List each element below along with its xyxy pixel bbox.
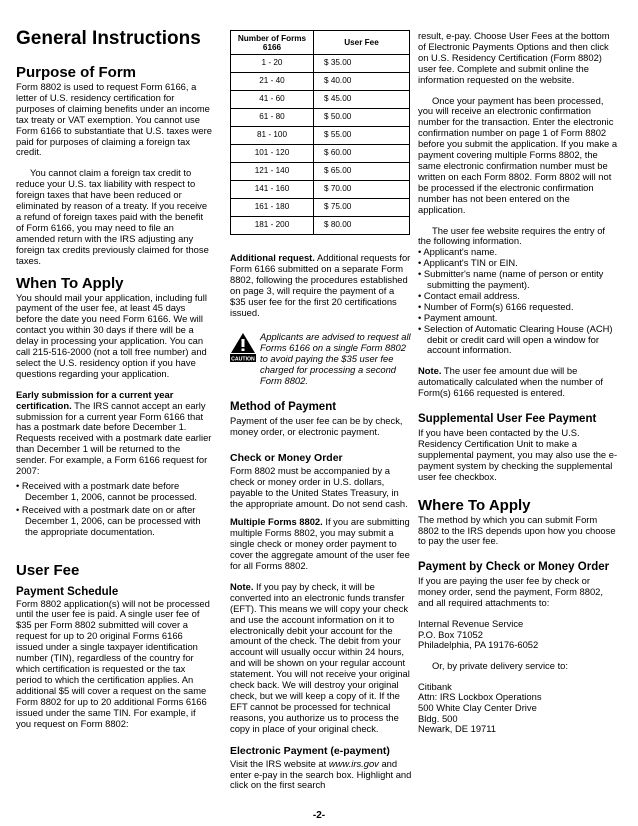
cell-range: 61 - 80 [231, 109, 314, 127]
cell-fee: $ 70.00 [314, 181, 410, 199]
cell-range: 81 - 100 [231, 127, 314, 145]
table-header-forms: Number of Forms 6166 [231, 31, 314, 55]
bullet-before-dec1: • Received with a postmark date before December 1, 2006, cannot be processed. [16, 480, 197, 502]
column-right [418, 31, 618, 735]
additional-request-paragraph [230, 253, 412, 318]
additional-request-text: Additional requests for Form 6166 submitted on a separate Form 8802, following the procedures established on page 3, will require the payment of a $35 user fee for the first 20 certifications issued. [230, 252, 411, 318]
confirmation-number-paragraph: Once your payment has been processed, you will receive an electronic confirmation number for the transaction. Enter the electronic confirmation number on page 1 of Form 8802 before you submit the application. If you make a payment covering multiple Forms 8802, the same electronic confirmation number must be written on each Form 8802. Form 8802 will not be processed if the electronic confirmation number has not been entered on the application. [418, 94, 618, 215]
citibank-address [418, 682, 618, 735]
bullet-after-dec1: • Received with a postmark date on or after December 1, 2006, can be processed with the appropriate documentation. [16, 503, 201, 537]
user-fee-heading: User Fee [16, 561, 80, 579]
method-of-payment-heading: Method of Payment [230, 400, 337, 413]
caution-block [230, 332, 412, 387]
user-fee-table [230, 30, 410, 235]
column-left [16, 28, 212, 729]
multiple-forms-paragraph [230, 517, 412, 572]
private-delivery-paragraph: Or, by private delivery service to: [432, 659, 568, 671]
electronic-payment-paragraph [230, 759, 412, 792]
table-header-fee: User Fee [314, 31, 410, 55]
address-line: Internal Revenue Service [418, 618, 524, 630]
cell-range: 101 - 120 [231, 145, 314, 163]
column-middle [230, 30, 412, 791]
cell-range: 21 - 40 [231, 73, 314, 91]
table-row [231, 91, 410, 109]
list-item: • Payment amount. [418, 311, 498, 323]
multiple-forms-label: Multiple Forms 8802. [230, 516, 323, 528]
table-row [231, 127, 410, 145]
note-eft-text: If you pay by check, it will be converted into an electronic funds transfer (EFT). This means we will copy your check and use the account information on it to electronically debit your account for the amount of the check. The debit from your account will usually occur within 24 hours, and will be shown on your regular account statement. You will not receive your original check back. We will destroy your original check, but we will keep a copy of it. If the EFT cannot be processed for technical reasons, you authorize us to process the copy in place of your original check. [230, 580, 410, 734]
when-to-apply-paragraph: You should mail your application, including full payment of the user fee, at least 45 days before the date you need Form 6166. We will contact you within 30 days if there will be a delay in processing your application. You can call 215-516-2000 (not a toll free number) and select the U.S. residency option if you have questions regarding your application. [16, 291, 207, 379]
cell-fee: $ 75.00 [314, 199, 410, 217]
cell-range: 161 - 180 [231, 199, 314, 217]
cell-fee: $ 40.00 [314, 73, 410, 91]
page-title: General Instructions [16, 28, 201, 49]
cell-fee: $ 35.00 [314, 55, 410, 73]
cell-range: 121 - 140 [231, 163, 314, 181]
list-item: • Selection of Automatic Clearing House (ACH) debit or credit card will open a window for account information. [418, 322, 613, 356]
cell-range: 41 - 60 [231, 91, 314, 109]
required-info-list [418, 247, 618, 356]
payment-by-check-heading: Payment by Check or Money Order [418, 561, 610, 574]
check-money-order-heading: Check or Money Order [230, 451, 343, 464]
table-row [231, 199, 410, 217]
list-item: • Number of Form(s) 6166 requested. [418, 300, 574, 312]
list-item: • Contact email address. [418, 289, 520, 301]
note-autocalc-text: The user fee amount due will be automatically calculated when the number of Form(s) 6166 requested is entered. [418, 365, 604, 399]
address-line: P.O. Box 71052 [418, 628, 483, 640]
note-label: Note. [230, 580, 254, 592]
cell-range: 141 - 160 [231, 181, 314, 199]
cell-fee: $ 45.00 [314, 91, 410, 109]
address-line: 500 White Clay Center Drive [418, 701, 537, 713]
website-requirements-paragraph: The user fee website requires the entry of the following information. [418, 224, 606, 247]
electronic-payment-heading: Electronic Payment (e-payment) [230, 744, 390, 757]
epay-continuation-paragraph: result, e-pay. Choose User Fees at the bottom of Electronic Payments Options and then click on U.S. Residency Certification (Form 8802) user fee. Complete and submit online the information requested on the website. [418, 30, 610, 85]
epay-text-2: and enter e-pay in the search box. Highlight and click on the first search [230, 757, 412, 791]
page-number: -2- [312, 810, 326, 821]
purpose-paragraph-1: Form 8802 is used to request Form 6166, a letter of U.S. residency certification for purposes of claiming benefits under an income tax treaty or VAT exemption. You cannot use Form 6166 to substantiate that U.S. taxes were paid for purposes of claiming a foreign tax credit. [16, 81, 212, 158]
payment-schedule-paragraph: Form 8802 application(s) will not be processed until the user fee is paid. A single user fee of $35 per Form 8802 submitted will cover a request for up to 20 original Forms 6166 issued under a single taxpayer identification number (TIN), regardless of the country for which certification is requested or the tax period to which the certification applies. An additional $5 will cover a request on the same Form 8802 for up to 20 additional Forms 6166 issued under the same TIN. For example, if you request on Form 8802: [16, 597, 210, 729]
list-item: • Applicant's TIN or EIN. [418, 257, 518, 269]
multiple-forms-text: If you are submitting multiple Forms 8802, you may submit a single check or money order payment to cover the aggregate amount of the user fee for all Forms 8802. [230, 516, 410, 572]
table-row [231, 181, 410, 199]
purpose-paragraph-2: You cannot claim a foreign tax credit to reduce your U.S. tax liability with respect to foreign taxes that have been reduced or eliminated by reason of a treaty. If you receive a refund of foreign taxes paid with the benefit of Form 6166, you may need to file an amended return with the IRS adjusting any foreign tax credits previously claimed for those taxes. [16, 167, 209, 266]
where-to-apply-paragraph: The method by which you can submit Form 8802 to the IRS depends upon how you choose to pay the user fee. [418, 513, 616, 547]
note-label: Note. [418, 365, 442, 377]
cell-fee: $ 60.00 [314, 145, 410, 163]
additional-request-label: Additional request. [230, 252, 315, 263]
payment-by-check-paragraph: If you are paying the user fee by check or money order, send the payment, Form 8802, and all required attachments to: [418, 575, 603, 609]
supplemental-fee-heading: Supplemental User Fee Payment [418, 413, 597, 426]
address-line: Philadelphia, PA 19176-6052 [418, 639, 539, 651]
note-eft-paragraph [230, 582, 412, 735]
table-row [231, 145, 410, 163]
cell-fee: $ 55.00 [314, 127, 410, 145]
cell-fee: $ 65.00 [314, 163, 410, 181]
address-line: Newark, DE 19711 [418, 723, 496, 735]
irs-website-link[interactable]: www.irs.gov [328, 757, 379, 769]
table-row [231, 217, 410, 235]
method-of-payment-paragraph: Payment of the user fee can be by check, money order, or electronic payment. [230, 414, 403, 437]
check-money-order-paragraph: Form 8802 must be accompanied by a check or money order in U.S. dollars, payable to the United States Treasury, in the appropriate amount. Do not send cash. [230, 464, 408, 509]
table-row [231, 73, 410, 91]
cell-fee: $ 50.00 [314, 109, 410, 127]
epay-text-1: Visit the IRS website at [230, 757, 329, 769]
early-submission-paragraph [16, 390, 212, 477]
address-line: Bldg. 500 [418, 712, 458, 724]
irs-address [418, 619, 618, 651]
cell-fee: $ 80.00 [314, 217, 410, 235]
payment-schedule-heading: Payment Schedule [16, 585, 119, 598]
table-row [231, 109, 410, 127]
caution-text: Applicants are advised to request all Forms 6166 on a single Form 8802 to avoid paying the $35 user fee charged for processing a second Form 8802. [260, 331, 411, 387]
early-submission-label: Early submission for a current year certification. [16, 388, 174, 411]
table-row [231, 55, 410, 73]
early-submission-text: The IRS cannot accept an early submission for a current year Form 6166 that has a postmark date before December 1. Requests received with a postmark date earlier than December 1 will be returned to the sender. For example, a Form 6166 request for 2007: [16, 399, 212, 477]
caution-label: CAUTION [231, 356, 255, 363]
list-item: • Submitter's name (name of person or entity submitting the payment). [418, 268, 604, 291]
note-autocalc-paragraph [418, 366, 618, 399]
cell-range: 181 - 200 [231, 217, 314, 235]
supplemental-fee-paragraph: If you have been contacted by the U.S. Residency Certification Unit to make a supplemental payment, you may also use the e-payment system by checking the supplemental user fee checkbox. [418, 427, 618, 482]
list-item: • Applicant's name. [418, 246, 498, 258]
where-to-apply-heading: Where To Apply [418, 496, 531, 514]
table-row [231, 163, 410, 181]
purpose-heading: Purpose of Form [16, 64, 137, 81]
address-line: Attn: IRS Lockbox Operations [418, 691, 542, 703]
address-line: Citibank [418, 680, 452, 692]
cell-range: 1 - 20 [231, 55, 314, 73]
when-to-apply-heading: When To Apply [16, 274, 124, 292]
caution-icon [230, 332, 256, 362]
